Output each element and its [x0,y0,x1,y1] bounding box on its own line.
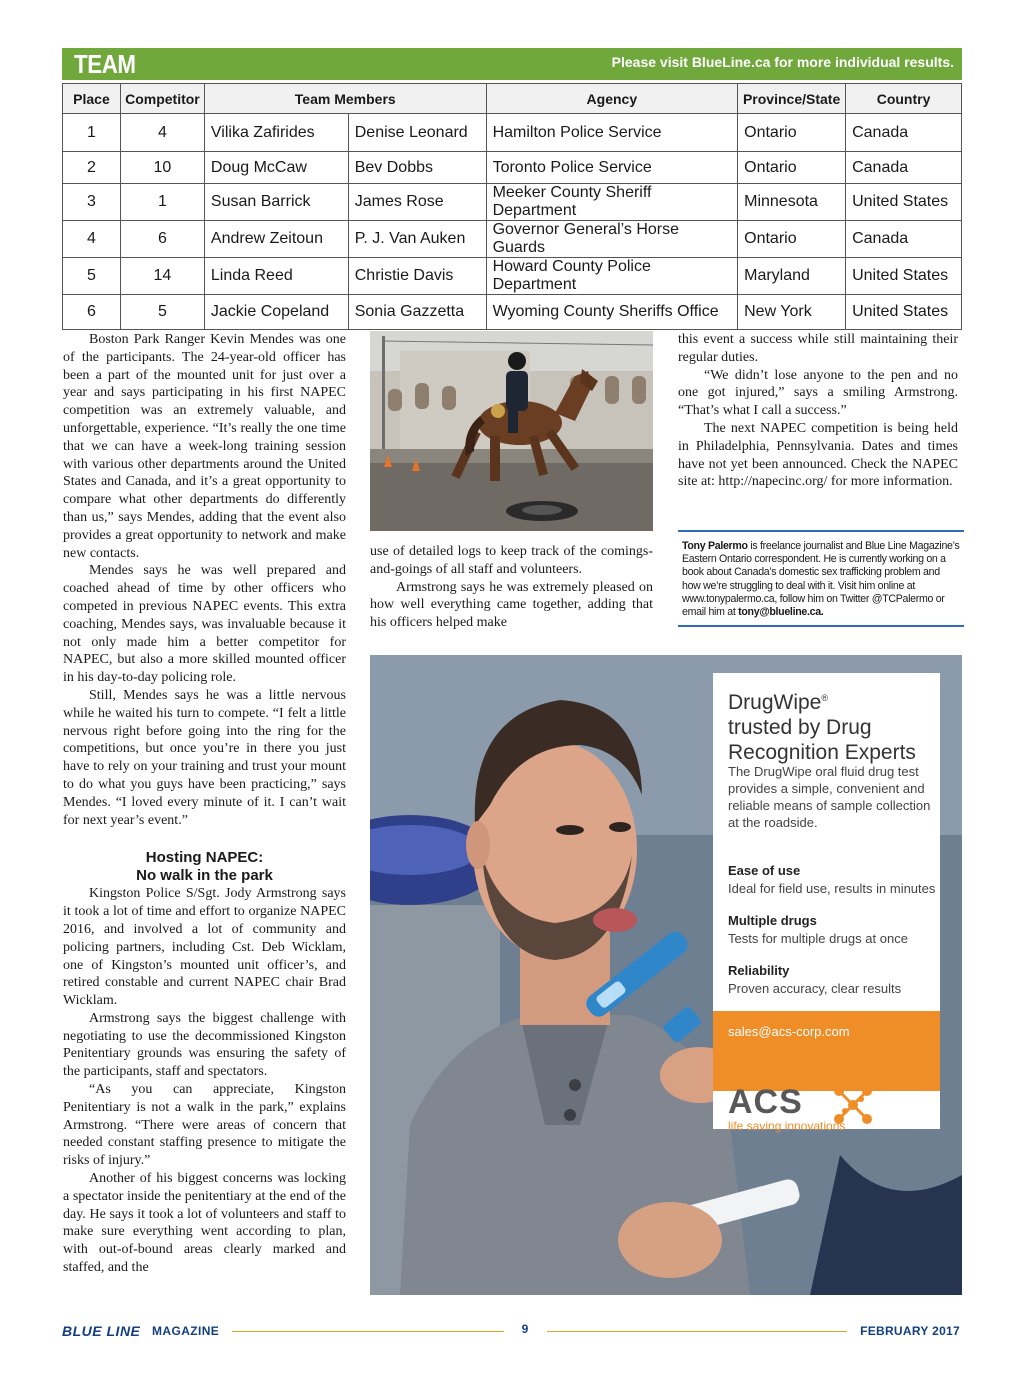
magazine-label: MAGAZINE [152,1324,220,1338]
cell-place: 4 [63,221,121,258]
cell-province: Ontario [738,221,846,258]
cell-place: 3 [63,184,121,221]
headline-line-3: Recognition Experts [728,741,916,764]
feature-title: Multiple drugs [728,913,817,928]
photo-illustration [370,331,653,531]
cell-country: Canada [846,152,962,184]
cell-agency: Wyoming County Sheriffs Office [486,295,738,330]
table-row [63,295,962,330]
team-results-table [62,83,962,330]
cell-member: Sonia Gazzetta [348,295,486,330]
cell-place: 6 [63,295,121,330]
page-number: 9 [521,1322,529,1336]
team-title: TEAM [74,49,136,79]
brand-name: DrugWipe [728,691,822,714]
cell-member: Doug McCaw [204,152,348,184]
section-subhead [63,849,346,885]
author-email: tony@blueline.ca. [738,606,824,619]
paragraph: Mendes says he was well prepared and coached ahead of time by other officers who competed in previous NAPEC events. This extra coaching, Mendes says, was invaluable because it not only made him a better competitor for NAPEC, but also a more skilled mounted officer in his day-to-day policing role. [63,563,346,686]
cell-member: James Rose [348,184,486,221]
subhead-line-1: Hosting NAPEC: [145,849,264,867]
article-column-3 [678,331,958,491]
paragraph: Still, Mendes says he was a little nervous while he waited his turn to compete. “I felt a little nervous right before going into the ring for the competitions, but once you’re in there you just have to rely on your training and trust your mount to do what you guys have been practicing,” says Mendes. “I loved every minute of it. I can’t wait for next year’s event.” [63,687,346,828]
mounted-officer-photo [370,331,653,531]
table-row [63,114,962,152]
cell-agency: Hamilton Police Service [486,114,738,152]
table-row [63,258,962,295]
cell-province: Ontario [738,152,846,184]
footer-rule-left [232,1331,504,1332]
cell-competitor: 6 [120,221,204,258]
header-agency: Agency [486,84,738,114]
ad-info-panel [713,673,940,1133]
cell-member: Andrew Zeitoun [204,221,348,258]
paragraph: Boston Park Ranger Kevin Mendes was one of the participants. The 24-year-old officer has been a part of the mounted unit for just over a year and says participating in his first NAPEC competition was an extremely valuable, and unforgettable, experience. “It’s really the one time that we can have a week-long training session with various other departments around the United States and Canada, and it’s a great opportunity to compare what other departments do differently than us,” says Mendes, adding that the event also provides a great opportunity to network and make new contacts. [63,332,346,561]
paragraph: The next NAPEC competition is being held in Philadelphia, Pennsylvania. Dates and times have not yet been announced. Check the NAPEC site at: http://napecinc.org/ for more information. [678,420,958,490]
subhead-line-2: No walk in the park [136,867,273,885]
cell-competitor: 5 [120,295,204,330]
ad-contact-band [713,1011,940,1091]
cell-member: Christie Davis [348,258,486,295]
feature-title: Ease of use [728,863,801,878]
paragraph: Armstrong says the biggest challenge with negotiating to use the decommissioned Kingston Penitentiary grounds was ensuring the safety of the participants, staff and spectators. [63,1010,346,1080]
cell-place: 5 [63,258,121,295]
blue-line-logo: BLUE LINE [62,1323,141,1339]
article-column-2 [370,543,653,632]
cell-member: Susan Barrick [204,184,348,221]
cell-country: United States [846,258,962,295]
cell-agency: Howard County Police Department [486,258,738,295]
team-header-bar [62,48,962,80]
ad-description: The DrugWipe oral fluid drug test provides a simple, convenient and reliable means of sample collection at the roadside. [728,764,931,830]
issue-date: FEBRUARY 2017 [860,1324,960,1338]
cell-place: 1 [63,114,121,152]
acs-tagline: life saving innovations [728,1119,846,1133]
author-name: Tony Palermo [682,540,748,552]
cell-member: Linda Reed [204,258,348,295]
cell-member: Bev Dobbs [348,152,486,184]
sales-email[interactable]: sales@acs-corp.com [728,1024,850,1039]
drugwipe-advertisement [370,655,962,1295]
ad-headline [728,686,916,765]
acs-wordmark: ACS [728,1083,803,1121]
paragraph: this event a success while still maintaining their regular duties. [678,332,958,365]
cell-member: P. J. Van Auken [348,221,486,258]
cell-province: Minnesota [738,184,846,221]
cell-competitor: 14 [120,258,204,295]
paragraph: “As you can appreciate, Kingston Penitentiary is not a walk in the park,” explains Armstrong. “There were areas of concern that needed constant staffing presence to mitigate the risks of injury.” [63,1082,346,1169]
author-bio [678,530,964,627]
cell-member: Denise Leonard [348,114,486,152]
headline-line-2: trusted by Drug [728,716,872,739]
page-footer [62,1316,962,1344]
cell-competitor: 10 [120,152,204,184]
cell-member: Vilika Zafirides [204,114,348,152]
feature-text: Proven accuracy, clear results [728,981,902,996]
cell-agency: Governor General’s Horse Guards [486,221,738,258]
cell-competitor: 1 [120,184,204,221]
cell-agency: Meeker County Sheriff Department [486,184,738,221]
cell-member: Jackie Copeland [204,295,348,330]
header-province: Province/State [738,84,846,114]
footer-rule-right [547,1331,847,1332]
cell-country: Canada [846,221,962,258]
feature-text: Ideal for field use, results in minutes [728,881,936,896]
feature-title: Reliability [728,963,790,978]
cell-country: United States [846,295,962,330]
registered-mark: ® [821,693,829,703]
header-place: Place [63,84,121,114]
cell-province: Maryland [738,258,846,295]
table-row [63,152,962,184]
paragraph: use of detailed logs to keep track of the comings-and-goings of all staff and volunteers. [370,544,653,577]
feature-text: Tests for multiple drugs at once [728,931,908,946]
cell-province: New York [738,295,846,330]
paragraph: “We didn’t lose anyone to the pen and no one got injured,” says a smiling Armstrong. “That’s what I call a success.” [678,367,958,419]
table-row [63,184,962,221]
header-competitor: Competitor [120,84,204,114]
author-bio-text: is freelance journalist and Blue Line Magazine’s Eastern Ontario correspondent. He is currently working on a book about Canada’s domestic sex trafficking problem and how we’re struggling to deal with it. Visit him online at www.tonypalermo.ca, follow him on Twitter @TCPalermo or email him at [682,540,960,619]
paragraph: Kingston Police S/Sgt. Jody Armstrong says it took a lot of time and effort to organize NAPEC 2016, and involved a lot of community and policing partners, including Cst. Deb Wicklam, one of Kingston’s mounted unit officer’s, and retired constable and current NAPEC chair Brad Wicklam. [63,886,346,1009]
article-column-1 [63,331,346,1277]
header-team-members: Team Members [204,84,486,114]
acs-logo [728,1083,928,1131]
cell-place: 2 [63,152,121,184]
cell-agency: Toronto Police Service [486,152,738,184]
cell-country: United States [846,184,962,221]
cell-country: Canada [846,114,962,152]
table-header-row [63,84,962,114]
paragraph: Another of his biggest concerns was locking a spectator inside the penitentiary at the end of the day. He says it took a lot of volunteers and staff to make sure everything went according to plan, with out-of-bound areas clearly marked and staffed, and the [63,1171,346,1276]
results-note: Please visit BlueLine.ca for more individual results. [611,54,954,70]
header-country: Country [846,84,962,114]
table-row [63,221,962,258]
cell-competitor: 4 [120,114,204,152]
paragraph: Armstrong says he was extremely pleased on how well everything came together, adding that his officers helped make [370,579,653,631]
cell-province: Ontario [738,114,846,152]
